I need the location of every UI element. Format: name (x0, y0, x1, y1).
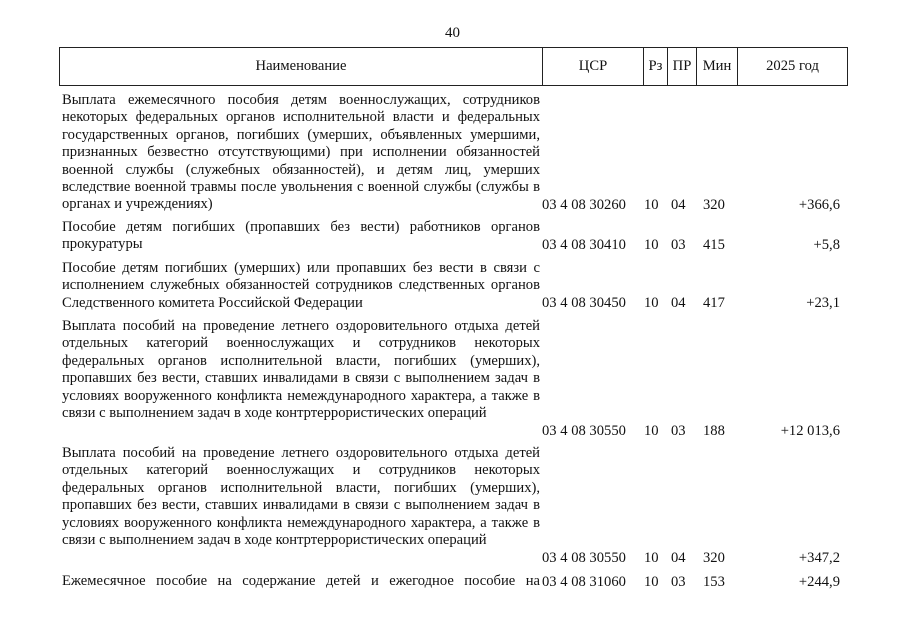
row-rz: 10 (644, 236, 659, 253)
row-csr: 03 4 08 30550 (542, 549, 626, 566)
row-amount: +5,8 (813, 236, 840, 253)
header-csr: ЦСР (542, 48, 643, 85)
row-min: 188 (703, 422, 725, 439)
row-pr: 04 (671, 549, 686, 566)
table-row (59, 573, 848, 591)
table-header (59, 47, 848, 86)
row-pr: 03 (671, 236, 686, 253)
row-amount: +244,9 (798, 573, 840, 590)
row-name: Выплата пособий на проведение летнего оздоровительного отдыха детей отдельных категорий военнослужащих и сотрудников некоторых федеральных органов исполнительной власти, погибших (умерших), пропавших без вести, ставших инвалидами в связи с выполнением задач в условиях вооруженного конфликта немеждународного характера, а также в связи с выполнением задач в ходе контртеррористических операций (62, 318, 540, 422)
row-csr: 03 4 08 30450 (542, 294, 626, 311)
row-rz: 10 (644, 573, 659, 590)
row-amount: +12 013,6 (780, 422, 840, 439)
table-row (59, 92, 848, 214)
row-min: 417 (703, 294, 725, 311)
header-name: Наименование (255, 58, 347, 74)
row-amount: +347,2 (798, 549, 840, 566)
row-min: 320 (703, 196, 725, 213)
row-pr: 04 (671, 196, 686, 213)
row-amount: +23,1 (806, 294, 840, 311)
row-amount: +366,6 (798, 196, 840, 213)
table-row (59, 318, 848, 440)
row-pr: 03 (671, 573, 686, 590)
row-min: 153 (703, 573, 725, 590)
row-rz: 10 (644, 196, 659, 213)
row-name: Пособие детям погибших (пропавших без вести) работников органов прокуратуры (62, 219, 540, 253)
header-min: Мин (696, 48, 737, 85)
table-row (59, 219, 848, 254)
row-min: 415 (703, 236, 725, 253)
header-year: 2025 год (737, 48, 847, 85)
row-rz: 10 (644, 422, 659, 439)
row-name: Пособие детям погибших (умерших) или пропавших без вести в связи с исполнением служебных обязанностей сотрудников следственных органов Следственного комитета Российской Федерации (62, 260, 540, 311)
row-csr: 03 4 08 30550 (542, 422, 626, 439)
header-rz: Рз (643, 48, 667, 85)
row-rz: 10 (644, 549, 659, 566)
table-row (59, 260, 848, 312)
table-row (59, 445, 848, 567)
row-pr: 03 (671, 422, 686, 439)
row-pr: 04 (671, 294, 686, 311)
row-name: Выплата ежемесячного пособия детям военнослужащих, сотрудников некоторых федеральных органов исполнительной власти и федеральных государственных органов, погибших (умерших, объявленных умершими, признанных безвестно отсутствующими) при исполнении обязанностей военной службы (служебных обязанностей), и детям лиц, умерших вследствие военной травмы после увольнения с военной службы (службы в органах и учреждениях) (62, 92, 540, 213)
row-rz: 10 (644, 294, 659, 311)
row-csr: 03 4 08 31060 (542, 573, 626, 590)
page-number: 40 (445, 25, 460, 41)
row-name: Выплата пособий на проведение летнего оздоровительного отдыха детей отдельных категорий военнослужащих и сотрудников некоторых федеральных органов исполнительной власти, погибших (умерших), пропавших без вести, ставших инвалидами в связи с выполнением задач в условиях вооруженного конфликта немеждународного характера, а также в связи с выполнением задач в ходе контртеррористических операций (62, 445, 540, 549)
row-min: 320 (703, 549, 725, 566)
row-csr: 03 4 08 30410 (542, 236, 626, 253)
row-csr: 03 4 08 30260 (542, 196, 626, 213)
row-name: Ежемесячное пособие на содержание детей и ежегодное пособие на (62, 573, 540, 589)
header-pr: ПР (667, 48, 696, 85)
